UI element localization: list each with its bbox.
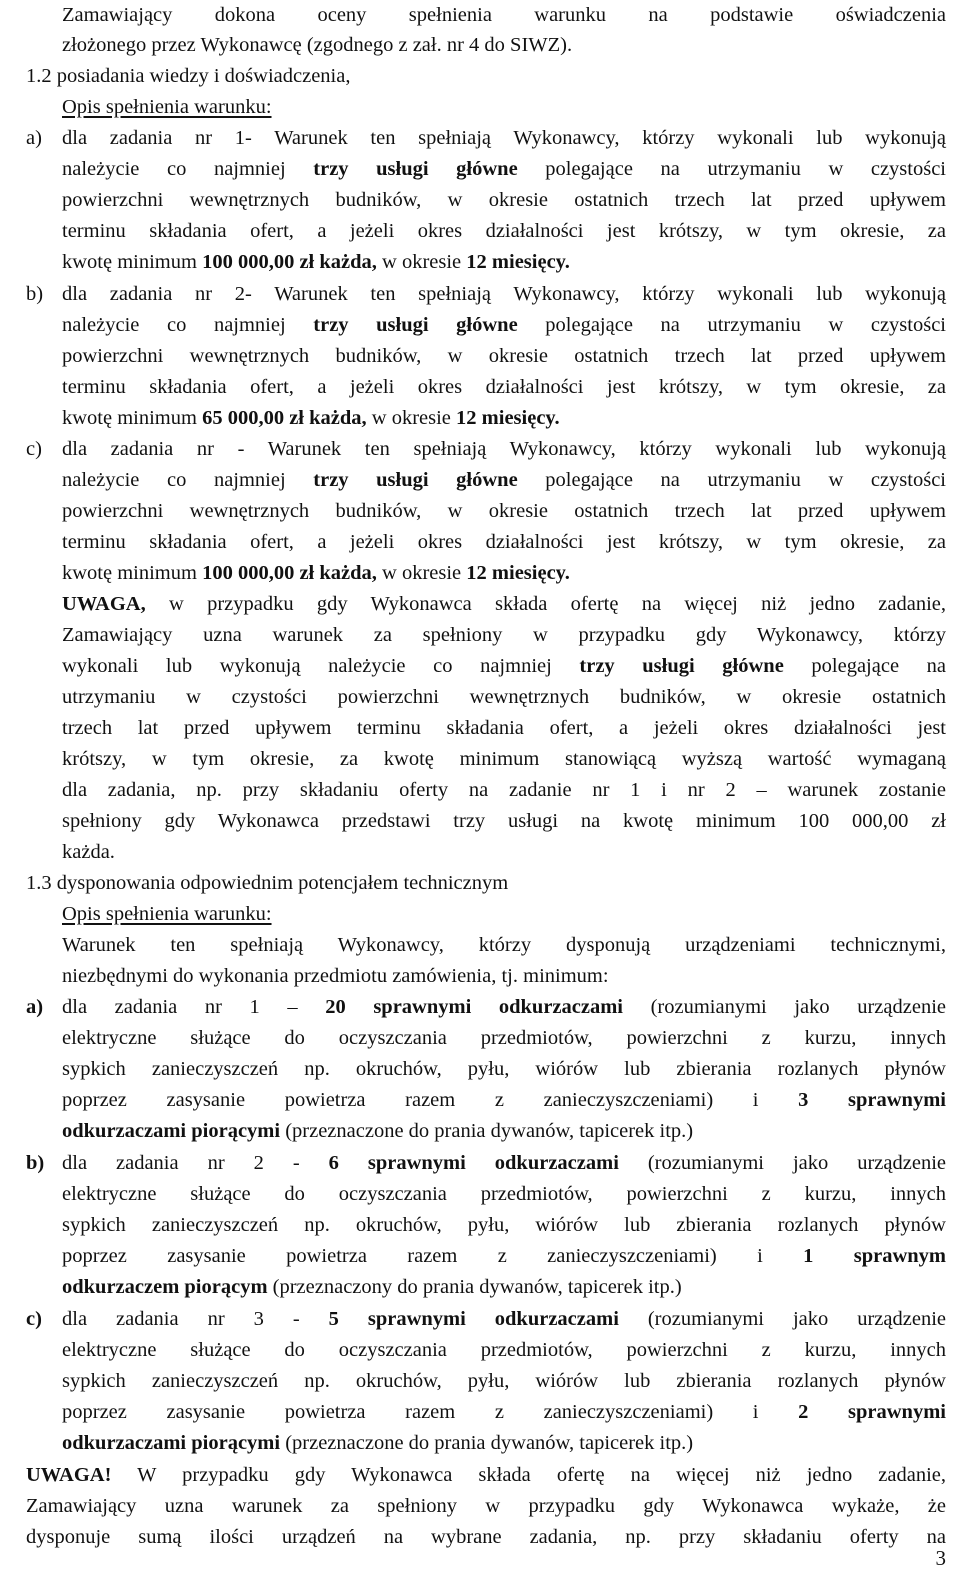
intro-line-2: złożonego przez Wykonawcę (zgodnego z zał. nr 4 do SIWZ).: [62, 34, 573, 56]
uwaga-1-line-9: każda.: [62, 841, 115, 863]
tech-item-a-line-4: poprzez zasysanie powietrza razem z zanieczyszczeniami) i 3 sprawnymi: [62, 1089, 946, 1111]
tech-item-c-line-4: poprzez zasysanie powietrza razem z zanieczyszczeniami) i 2 sprawnymi: [62, 1401, 946, 1423]
section-1-3-heading: 1.3 dysponowania odpowiednim potencjałem technicznym: [26, 872, 509, 894]
item-c-line-1: dla zadania nr - Warunek ten spełniają Wykonawcy, którzy wykonali lub wykonują: [62, 438, 946, 460]
section-1-2-opis-label: Opis spełnienia warunku:: [62, 96, 272, 118]
tech-item-c-line-3: sypkich zanieczyszczeń np. okruchów, pyłu, wiórów lub zbierania rozlanych płynów: [62, 1370, 946, 1392]
tech-item-c-line-5: odkurzaczami piorącymi (przeznaczone do prania dywanów, tapicerek itp.): [62, 1432, 694, 1454]
tech-item-b-line-4: poprzez zasysanie powietrza razem z zanieczyszczeniami) i 1 sprawnym: [62, 1245, 946, 1267]
section-1-2-heading: 1.2 posiadania wiedzy i doświadczenia,: [26, 65, 351, 87]
item-b-line-3: powierzchni wewnętrznych budników, w okresie ostatnich trzech lat przed upływem: [62, 345, 946, 367]
item-c-line-2: należycie co najmniej trzy usługi główne polegające na utrzymaniu w czystości: [62, 469, 946, 491]
tech-item-a-line-3: sypkich zanieczyszczeń np. okruchów, pyłu, wiórów lub zbierania rozlanych płynów: [62, 1058, 946, 1080]
uwaga-1-line-8: spełniony gdy Wykonawca przedstawi trzy usługi na kwotę minimum 100 000,00 zł: [62, 810, 946, 832]
item-b-line-4: terminu składania ofert, a jeżeli okres działalności jest krótszy, w tym okresie, za: [62, 376, 946, 398]
page-number: 3: [935, 1546, 946, 1570]
item-b-line-5: kwotę minimum 65 000,00 zł każda, w okresie 12 miesięcy.: [62, 407, 560, 429]
uwaga-1-line-7: dla zadania, np. przy składaniu oferty na zadanie nr 1 i nr 2 – warunek zostanie: [62, 779, 946, 801]
item-a-label: a): [26, 127, 42, 149]
item-c-label: c): [26, 438, 42, 460]
tech-item-a-line-1: dla zadania nr 1 – 20 sprawnymi odkurzaczami (rozumianymi jako urządzenie: [62, 996, 946, 1018]
tech-item-c-line-1: dla zadania nr 3 - 5 sprawnymi odkurzaczami (rozumianymi jako urządzenie: [62, 1308, 946, 1330]
tech-item-b-line-2: elektryczne służące do oczyszczania przedmiotów, powierzchni z kurzu, innych: [62, 1183, 946, 1205]
tech-item-a-line-5: odkurzaczami piorącymi (przeznaczone do prania dywanów, tapicerek itp.): [62, 1120, 694, 1142]
uwaga-1-line-5: trzech lat przed upływem terminu składania ofert, a jeżeli okres działalności jest: [62, 717, 946, 739]
tech-item-c-label: c): [26, 1308, 42, 1330]
item-a-line-1: dla zadania nr 1- Warunek ten spełniają Wykonawcy, którzy wykonali lub wykonują: [62, 127, 946, 149]
tech-item-a-line-2: elektryczne służące do oczyszczania przedmiotów, powierzchni z kurzu, innych: [62, 1027, 946, 1049]
item-a-line-4: terminu składania ofert, a jeżeli okres działalności jest krótszy, w tym okresie, za: [62, 220, 946, 242]
tech-item-b-line-3: sypkich zanieczyszczeń np. okruchów, pyłu, wiórów lub zbierania rozlanych płynów: [62, 1214, 946, 1236]
item-c-line-4: terminu składania ofert, a jeżeli okres działalności jest krótszy, w tym okresie, za: [62, 531, 946, 553]
intro-line-1: Zamawiający dokona oceny spełnienia warunku na podstawie oświadczenia: [62, 4, 946, 26]
uwaga-2-line-3: dysponuje sumą ilości urządzeń na wybrane zadania, np. przy składaniu oferty na: [26, 1526, 946, 1548]
item-a-line-3: powierzchni wewnętrznych budników, w okresie ostatnich trzech lat przed upływem: [62, 189, 946, 211]
uwaga-1-line-6: krótszy, w tym okresie, za kwotę minimum stanowiącą wyższą wartość wymaganą: [62, 748, 946, 770]
item-c-line-3: powierzchni wewnętrznych budników, w okresie ostatnich trzech lat przed upływem: [62, 500, 946, 522]
tech-item-b-label: b): [26, 1152, 45, 1174]
section-1-3-opis-label: Opis spełnienia warunku:: [62, 903, 272, 925]
tech-item-b-line-5: odkurzaczem piorącym (przeznaczony do prania dywanów, tapicerek itp.): [62, 1276, 682, 1298]
item-b-label: b): [26, 283, 44, 305]
item-b-line-1: dla zadania nr 2- Warunek ten spełniają Wykonawcy, którzy wykonali lub wykonują: [62, 283, 946, 305]
uwaga-1-line-1: UWAGA, w przypadku gdy Wykonawca składa ofertę na więcej niż jedno zadanie,: [62, 593, 946, 615]
section-1-3-intro-1: Warunek ten spełniają Wykonawcy, którzy dysponują urządzeniami technicznymi,: [62, 934, 946, 956]
item-b-line-2: należycie co najmniej trzy usługi główne polegające na utrzymaniu w czystości: [62, 314, 946, 336]
tech-item-c-line-2: elektryczne służące do oczyszczania przedmiotów, powierzchni z kurzu, innych: [62, 1339, 946, 1361]
tech-item-a-label: a): [26, 996, 44, 1018]
uwaga-1-line-2: Zamawiający uzna warunek za spełniony w przypadku gdy Wykonawcy, którzy: [62, 624, 946, 646]
tech-item-b-line-1: dla zadania nr 2 - 6 sprawnymi odkurzaczami (rozumianymi jako urządzenie: [62, 1152, 946, 1174]
uwaga-1-line-4: utrzymaniu w czystości powierzchni wewnętrznych budników, w okresie ostatnich: [62, 686, 946, 708]
uwaga-2-line-1: UWAGA! W przypadku gdy Wykonawca składa ofertę na więcej niż jedno zadanie,: [26, 1464, 946, 1486]
item-c-line-5: kwotę minimum 100 000,00 zł każda, w okresie 12 miesięcy.: [62, 562, 570, 584]
section-1-3-intro-2: niezbędnymi do wykonania przedmiotu zamówienia, tj. minimum:: [62, 965, 609, 987]
item-a-line-2: należycie co najmniej trzy usługi główne polegające na utrzymaniu w czystości: [62, 158, 946, 180]
uwaga-2-line-2: Zamawiający uzna warunek za spełniony w przypadku gdy Wykonawca wykaże, że: [26, 1495, 946, 1517]
item-a-line-5: kwotę minimum 100 000,00 zł każda, w okresie 12 miesięcy.: [62, 251, 570, 273]
uwaga-1-line-3: wykonali lub wykonują należycie co najmniej trzy usługi główne polegające na: [62, 655, 946, 677]
